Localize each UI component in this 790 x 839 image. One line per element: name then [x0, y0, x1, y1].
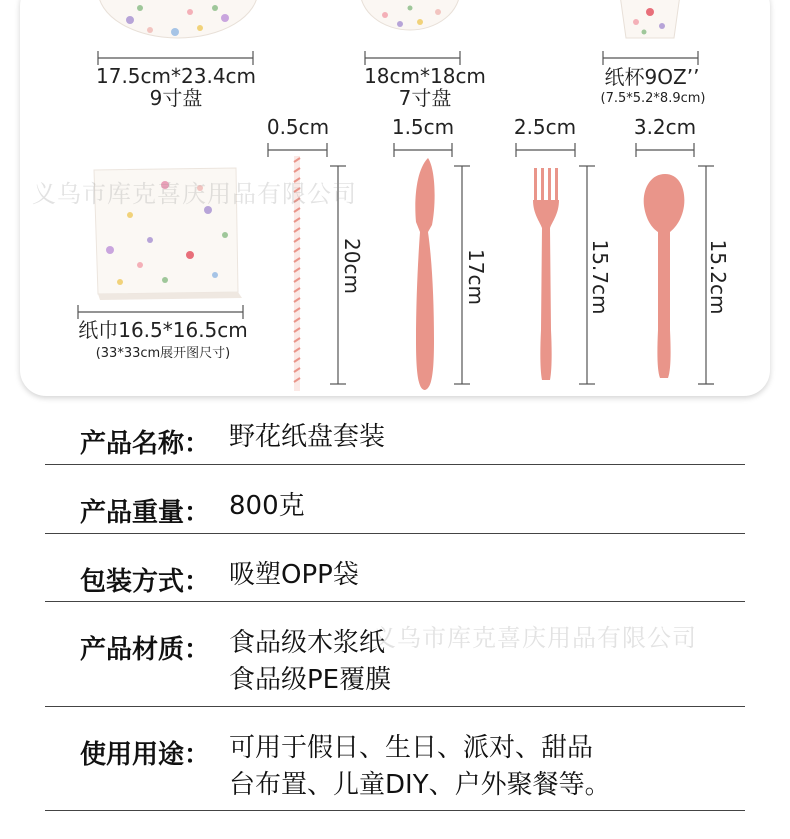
spec-value: 食品级木浆纸 [229, 628, 386, 658]
plastic-fork [533, 168, 559, 380]
plastic-spoon [644, 174, 685, 378]
paper-cup [620, 0, 680, 38]
fork-width: 2.5cm [513, 115, 577, 139]
watermark: 义乌市库克喜庆用品有限公司 [32, 180, 357, 208]
cup-size: (7.5*5.2*8.9cm) [600, 91, 706, 106]
spec-key: 使用用途： [80, 740, 211, 770]
spec-row-material [45, 601, 745, 707]
cup-name: 纸杯9OZ’’ [604, 65, 700, 89]
spec-row-usage [45, 706, 745, 811]
spec-key: 产品重量： [80, 498, 211, 528]
knife-length: 17cm [464, 249, 488, 305]
knife-width: 1.5cm [391, 115, 455, 139]
spec-value: 野花纸盘套装 [229, 422, 386, 452]
napkin-name: 纸巾16.5*16.5cm [78, 318, 248, 342]
spec-row-weight [45, 464, 745, 534]
spec-row-product-name [45, 415, 745, 465]
spoon-width: 3.2cm [633, 115, 697, 139]
plastic-knife [415, 158, 434, 390]
straw-width: 0.5cm [266, 115, 330, 139]
spec-value: 吸塑OPP袋 [229, 560, 359, 590]
spec-key: 产品材质： [80, 635, 211, 665]
spec-value: 食品级PE覆膜 [229, 665, 392, 695]
plate-7-name: 7寸盘 [398, 86, 452, 110]
spec-value: 800克 [229, 491, 305, 521]
spec-value: 台布置、儿童DIY、户外聚餐等。 [229, 770, 611, 800]
watermark: 义乌市库克喜庆用品有限公司 [372, 624, 697, 652]
plate-7-size: 18cm*18cm [364, 64, 486, 88]
spec-key: 包装方式： [80, 567, 211, 597]
spoon-length: 15.2cm [706, 239, 730, 315]
spec-row-packaging [45, 533, 745, 602]
plate-7-inch [360, 0, 460, 30]
plate-9-size: 17.5cm*23.4cm [96, 64, 257, 88]
plate-9-name: 9寸盘 [149, 86, 203, 110]
spec-value: 可用于假日、生日、派对、甜品 [229, 733, 594, 763]
straw-length: 20cm [340, 238, 364, 294]
plate-9-inch [98, 0, 258, 38]
fork-length: 15.7cm [588, 239, 612, 315]
napkin-note: (33*33cm展开图尺寸) [95, 346, 231, 361]
spec-key: 产品名称： [80, 429, 211, 459]
